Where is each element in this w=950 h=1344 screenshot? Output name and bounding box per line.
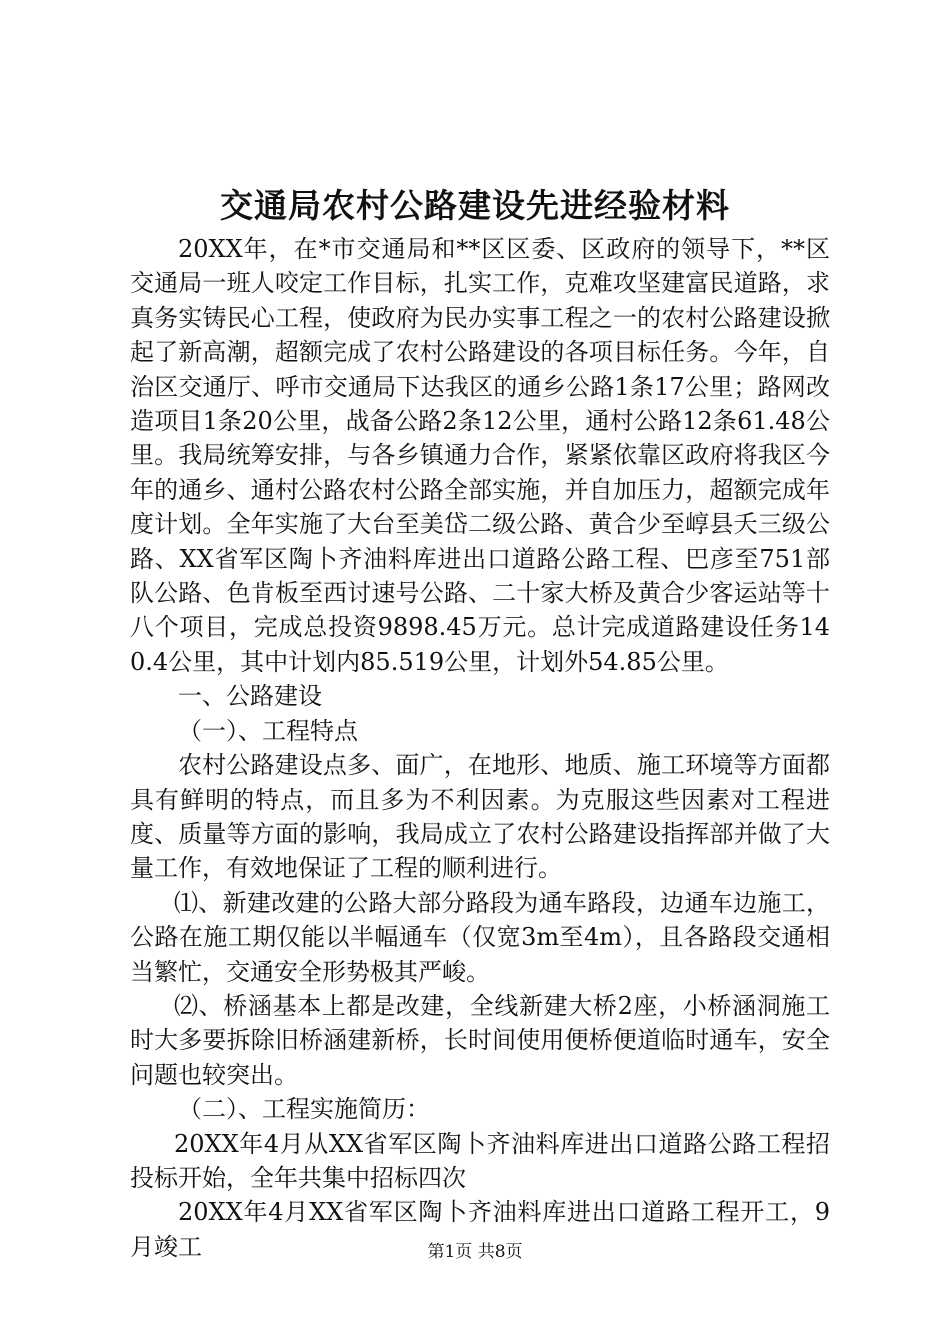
document-title: 交通局农村公路建设先进经验材料 [220,186,730,225]
page-footer: 第1页 共8页 [427,1242,523,1262]
paragraph-intro: 20XX年，在*市交通局和**区区委、区政府的领导下，**区交通局一班人咬定工作目标，扎实工作，克难攻坚建富民道路，求真务实铸民心工程，使政府为民办实事工程之一的农村公路建设掀起了新高潮，超额完成了农村公路建设的各项目标任务。今年，自治区交通厅、呼市交通局下达我区的通乡公路1条17公里；路网改造项目1条20公里，战备公路2条12公里，通村公路12条61.48公里。我局统筹安排，与各乡镇通力合作，紧紧依靠区政府将我区今年的通乡、通村公路农村公路全部实施，并自加压力，超额完成年度计划。全年实施了大台至美岱二级公路、黄合少至崞县夭三级公路、XX省军区陶卜齐油料库进出口道路公路工程、巴彦至751部队公路、色肯板至西讨速号公路、二十家大桥及黄合少客运站等十八个项目，完成总投资9898.45万元。总计完成道路建设任务140.4公里，其中计划内85.519公里，计划外54.85公里。 [130,235,830,676]
paragraph-implementation-1: 20XX年4月从XX省军区陶卜齐油料库进出口道路公路工程招投标开始，全年共集中招标四次 [130,1129,830,1192]
document-body [130,232,830,1264]
paragraph-features: 农村公路建设点多、面广，在地形、地质、施工环境等方面都具有鲜明的特点，而且多为不利因素。为克服这些因素对工程进度、质量等方面的影响，我局成立了农村公路建设指挥部并做了大量工作，有效地保证了工程的顺利进行。 [130,751,830,883]
subsection-heading-implementation: （二）、工程实施简历： [178,1095,430,1124]
paragraph-implementation-2: 20XX年4月XX省军区陶卜齐油料库进出口道路工程开工，9月竣工 [130,1198,830,1261]
subsection-heading-project-features: （一）、工程特点 [178,716,358,745]
paragraph-item-2: ⑵、桥涵基本上都是改建，全线新建大桥2座，小桥涵洞施工时大多要拆除旧桥涵建新桥，长时间使用便桥便道临时通车，安全问题也较突出。 [130,991,830,1089]
section-heading-road-construction: 一、公路建设 [178,682,322,711]
paragraph-item-1: ⑴、新建改建的公路大部分路段为通车路段，边通车边施工，公路在施工期仅能以半幅通车（仅宽3m至4m），且各路段交通相当繁忙，交通安全形势极其严峻。 [130,888,830,986]
